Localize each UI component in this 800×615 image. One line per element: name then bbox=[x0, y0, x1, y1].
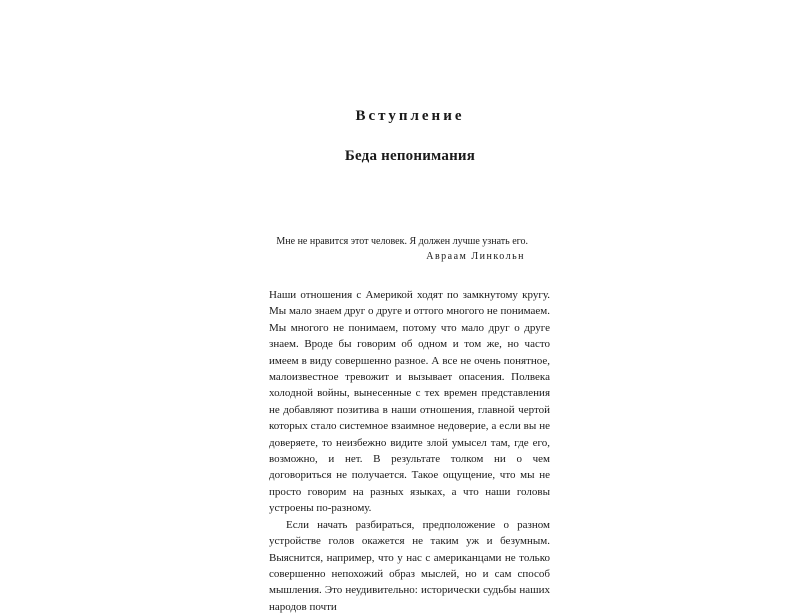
epigraph-quote: Мне не нравится этот человек. Я должен лучше узнать его. bbox=[276, 236, 528, 247]
epigraph-author: Авраам Линкольн bbox=[426, 251, 525, 262]
epigraph bbox=[208, 234, 528, 264]
body-text bbox=[269, 287, 550, 615]
section-label: Вступление bbox=[355, 108, 465, 124]
paragraph: Наши отношения с Америкой ходят по замкнутому кругу. Мы мало знаем друг о друге и оттого многого не понимаем. Мы многого не понимаем, потому что мало друг о друге знаем. Вроде бы говорим об одном и том же, но часто имеем в виду совершенно разное. А все не очень понятное, малоизвестное тревожит и вызывает опасения. Полвека холодной войны, вынесенные с тех времен представления не добавляют позитива в наши отношения, главной чертой которых стало системное взаимное недоверие, а если вы не доверяете, то неизбежно видите злой умысел там, где его, возможно, и нет. В результате толком ни о чем договориться не получается. Такое ощущение, что мы не просто говорим на разных языках, а что наши головы устроены по-разному. bbox=[269, 289, 550, 515]
chapter-title: Беда непонимания bbox=[344, 148, 476, 164]
paragraph: Если начать разбираться, предположение о разном устройстве голов окажется не таким уж и безумным. Выяснится, например, что у нас с американцами не только совершенно непохожий образ мыслей, но и сам способ мышления. Это неудивительно: исторически судьбы наших народов почти bbox=[269, 518, 550, 613]
